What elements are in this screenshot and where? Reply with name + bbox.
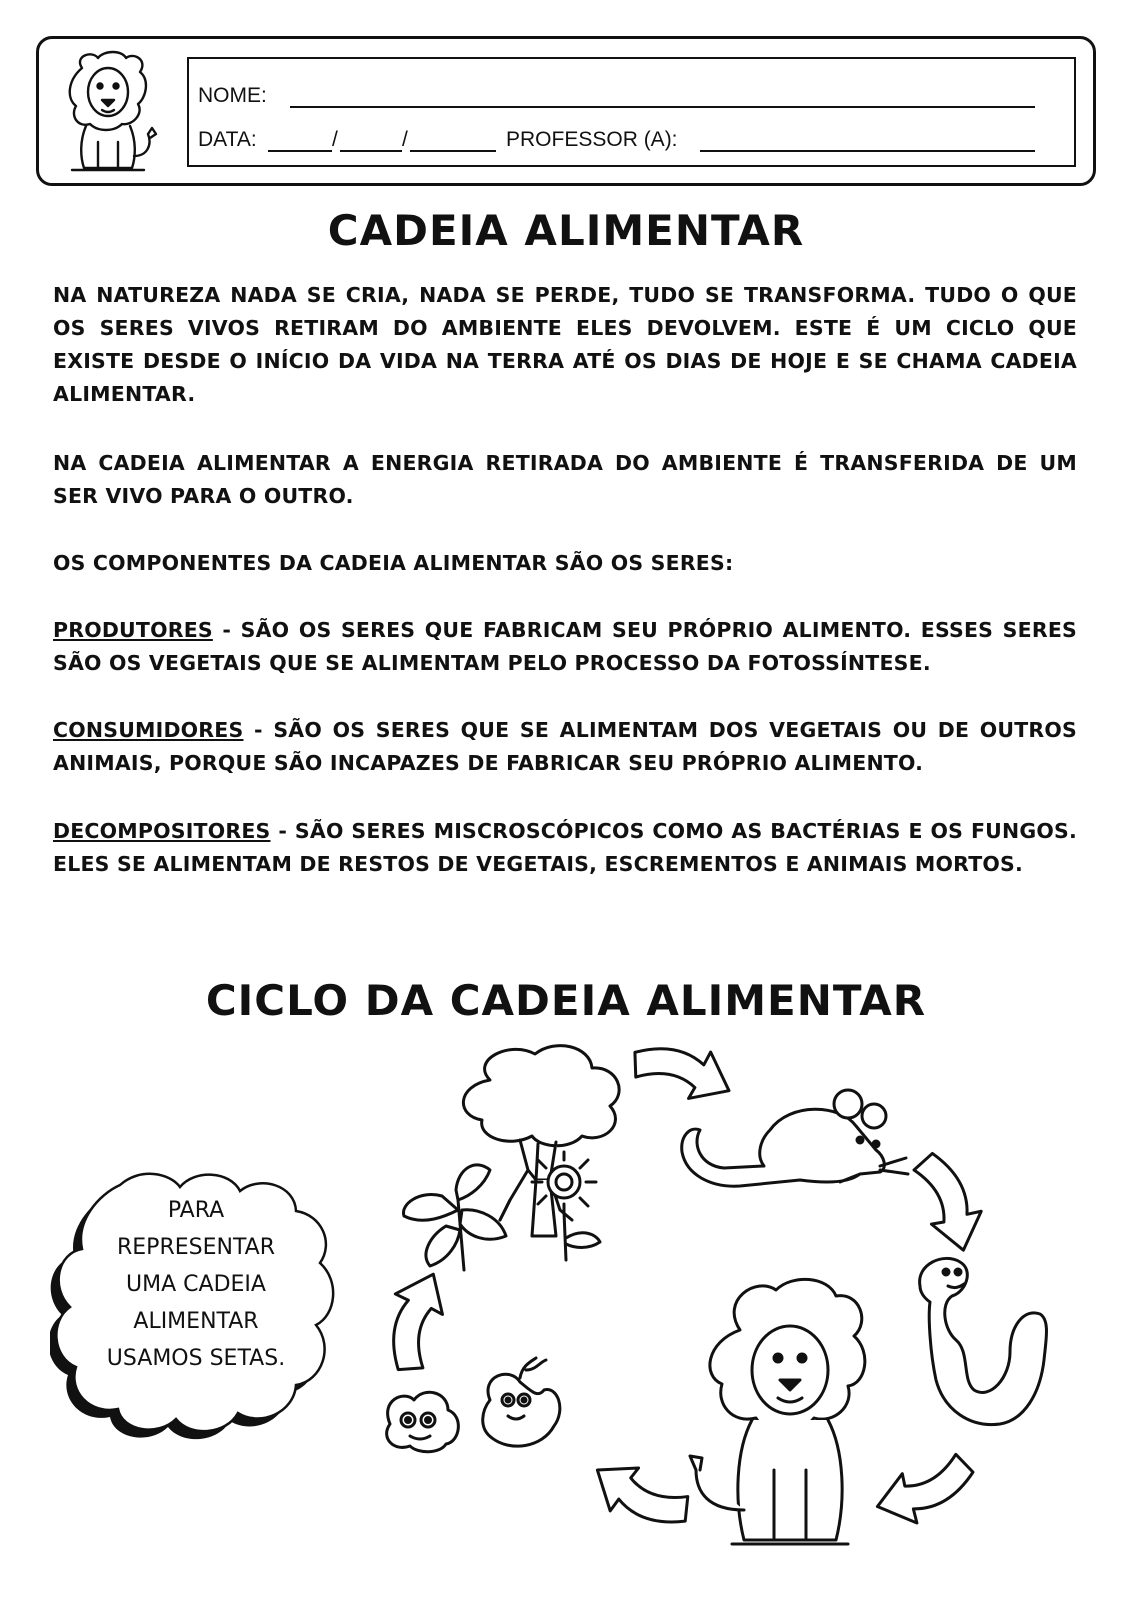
tree-plants-icon	[403, 1046, 619, 1270]
decomposers-term: DECOMPOSITORES	[53, 819, 271, 843]
lion-icon	[690, 1279, 865, 1544]
decomposers-paragraph	[53, 815, 1077, 881]
decomposers-text: - SÃO SERES MISCROSCÓPICOS COMO AS BACTÉRIAS E OS FUNGOS. ELES SE ALIMENTAM DE RESTOS DE VEGETAIS, ESCREMENTOS E ANIMAIS MORTOS.	[53, 819, 1077, 876]
teacher-label: PROFESSOR (A):	[506, 128, 678, 151]
name-label: NOME:	[198, 84, 267, 107]
snake-icon	[920, 1258, 1047, 1424]
page-title: CADEIA ALIMENTAR	[327, 206, 805, 255]
arrow-icon	[628, 1040, 736, 1106]
components-paragraph: OS COMPONENTES DA CADEIA ALIMENTAR SÃO OS SERES:	[53, 551, 734, 575]
date-day-field[interactable]	[268, 150, 332, 152]
consumers-text: - SÃO OS SERES QUE SE ALIMENTAM DOS VEGETAIS OU DE OUTROS ANIMAIS, PORQUE SÃO INCAPAZES DE FABRICAR SEU PRÓPRIO ALIMENTO.	[53, 718, 1077, 775]
cloud-line: USAMOS SETAS.	[106, 1346, 286, 1371]
bacteria-icon	[387, 1392, 459, 1452]
arrow-icon	[382, 1268, 449, 1375]
cloud-line: PARA	[167, 1198, 225, 1223]
arrow-icon	[586, 1455, 697, 1536]
name-field[interactable]	[290, 106, 1035, 108]
producers-text: - SÃO OS SERES QUE FABRICAM SEU PRÓPRIO ALIMENTO. ESSES SERES SÃO OS VEGETAIS QUE SE ALIMENTAM PELO PROCESSO DA FOTOSSÍNTESE.	[53, 618, 1077, 675]
date-month-field[interactable]	[340, 150, 402, 152]
producers-term: PRODUTORES	[53, 618, 213, 642]
food-chain-diagram	[360, 1040, 1100, 1600]
arrow-icon	[902, 1146, 993, 1258]
lion-icon	[52, 48, 170, 176]
energy-paragraph: NA CADEIA ALIMENTAR A ENERGIA RETIRADA DO AMBIENTE É TRANSFERIDA DE UM SER VIVO PARA O OUTRO.	[53, 451, 1077, 508]
teacher-field[interactable]	[700, 150, 1035, 152]
consumers-term: CONSUMIDORES	[53, 718, 244, 742]
date-separator: /	[332, 128, 338, 151]
cloud-text	[85, 1192, 307, 1377]
cloud-line: ALIMENTAR	[133, 1309, 259, 1334]
mouse-icon	[682, 1090, 908, 1186]
date-separator: /	[402, 128, 408, 151]
cloud-line: UMA CADEIA	[126, 1272, 266, 1297]
date-label: DATA:	[198, 128, 257, 151]
fungus-icon	[483, 1358, 560, 1446]
producers-paragraph	[53, 614, 1077, 680]
date-year-field[interactable]	[410, 150, 496, 152]
arrow-icon	[869, 1443, 981, 1536]
cycle-title: CICLO DA CADEIA ALIMENTAR	[205, 976, 927, 1025]
consumers-paragraph	[53, 714, 1077, 780]
cloud-line: REPRESENTAR	[116, 1235, 276, 1260]
intro-paragraph: NA NATUREZA NADA SE CRIA, NADA SE PERDE, TUDO SE TRANSFORMA. TUDO O QUE OS SERES VIVOS RETIRAM DO AMBIENTE ELES DEVOLVEM. ESTE É UM CICLO QUE EXISTE DESDE O INÍCIO DA VIDA NA TERRA ATÉ OS DIAS DE HOJE E SE CHAMA CADEIA ALIMENTAR.	[53, 283, 1077, 406]
